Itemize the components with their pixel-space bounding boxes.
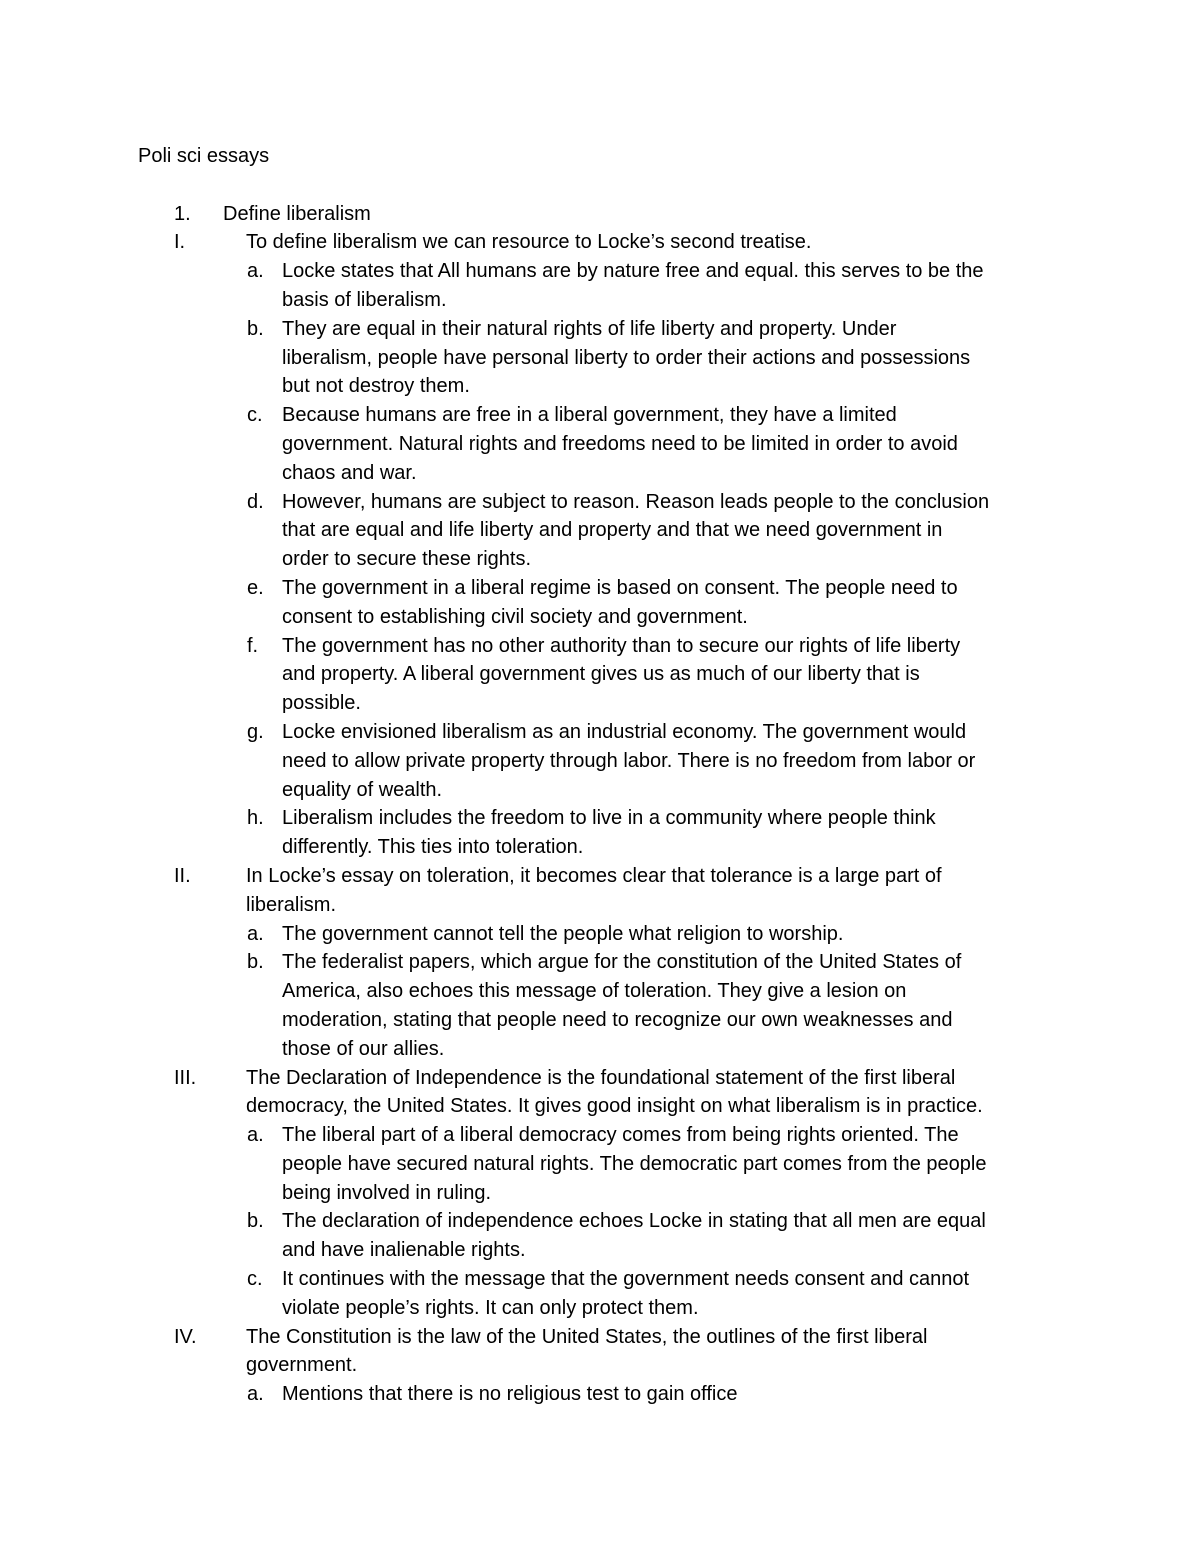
text-line: liberalism, people have personal liberty to order their actions and possessions [282, 346, 971, 369]
section-marker: III. [174, 1066, 197, 1089]
subitem-text [282, 315, 1058, 401]
text-line: differently. This ties into toleration. [282, 836, 584, 859]
text-line: In Locke’s essay on toleration, it becomes clear that tolerance is a large part of [246, 864, 942, 887]
text-line: However, humans are subject to reason. Reason leads people to the conclusion [282, 490, 990, 513]
section-text [246, 1323, 1058, 1381]
subitem-marker: c. [247, 1268, 263, 1291]
subitem-text [282, 948, 1058, 1063]
subitem-text [282, 920, 1058, 949]
subitem-marker: b. [247, 317, 264, 340]
text-line: The government in a liberal regime is based on consent. The people need to [282, 576, 958, 599]
text-line: being involved in ruling. [282, 1181, 492, 1204]
text-line: The federalist papers, which argue for the constitution of the United States of [282, 951, 962, 974]
outline-subitem [138, 804, 1058, 862]
subitem-text [282, 1265, 1058, 1323]
text-line: The Declaration of Independence is the foundational statement of the first liberal [246, 1066, 956, 1089]
text-line: equality of wealth. [282, 778, 443, 801]
subitem-marker: c. [247, 404, 263, 427]
outline-subitem [138, 1265, 1058, 1323]
outline-subitem [138, 401, 1058, 487]
outline-subitem [138, 257, 1058, 315]
text-line: moderation, stating that people need to recognize our own weaknesses and [282, 1008, 953, 1031]
section-marker: II. [174, 864, 191, 887]
section-text [246, 862, 1058, 920]
text-line: The liberal part of a liberal democracy comes from being rights oriented. The [282, 1124, 959, 1147]
outline-subitem [138, 632, 1058, 718]
subitem-text [282, 1207, 1058, 1265]
text-line: people have secured natural rights. The democratic part comes from the people [282, 1152, 987, 1175]
subitem-text [282, 574, 1058, 632]
subitem-text [282, 488, 1058, 574]
outline-subitem [138, 1380, 1058, 1409]
outline-subitem [138, 488, 1058, 574]
text-line: but not destroy them. [282, 375, 470, 398]
text-line: consent to establishing civil society and government. [282, 605, 748, 628]
outline-section [138, 862, 1058, 920]
outline-subitem [138, 1207, 1058, 1265]
outline-subitem [138, 948, 1058, 1063]
outline-subitem [138, 920, 1058, 949]
text-line: liberalism. [246, 893, 337, 916]
subitem-marker: h. [247, 807, 264, 830]
subitem-text [282, 804, 1058, 862]
outline-subitem [138, 718, 1058, 804]
subitem-text [282, 632, 1058, 718]
text-line: government. Natural rights and freedoms need to be limited in order to avoid [282, 432, 958, 455]
outline-section [138, 1064, 1058, 1122]
text-line: Locke envisioned liberalism as an industrial economy. The government would [282, 720, 967, 743]
text-line: The Constitution is the law of the United States, the outlines of the first liberal [246, 1325, 928, 1348]
text-line: It continues with the message that the government needs consent and cannot [282, 1268, 970, 1291]
outline-subitem [138, 315, 1058, 401]
subitem-marker: g. [247, 720, 264, 743]
text-line: They are equal in their natural rights of life liberty and property. Under [282, 317, 897, 340]
subitem-marker: b. [247, 951, 264, 974]
text-line: Locke states that All humans are by nature free and equal. this serves to be the [282, 260, 984, 283]
text-line: violate people’s rights. It can only protect them. [282, 1296, 699, 1319]
section-marker: I. [174, 231, 186, 254]
question-number: 1. [174, 202, 191, 225]
blank-line [138, 171, 1058, 200]
document-title: Poli sci essays [138, 145, 270, 167]
subitem-text [282, 1380, 1058, 1409]
subitem-marker: b. [247, 1210, 264, 1233]
document-body [138, 142, 1058, 1409]
section-text [246, 228, 1058, 257]
subitem-marker: a. [247, 1124, 264, 1147]
subitem-text [282, 401, 1058, 487]
outline [138, 228, 1058, 1409]
text-line: Liberalism includes the freedom to live in a community where people think [282, 807, 936, 830]
subitem-text [282, 1121, 1058, 1207]
text-line: America, also echoes this message of toleration. They give a lesion on [282, 980, 907, 1003]
section-text [246, 1064, 1058, 1122]
question-item [138, 200, 1058, 229]
text-line: The government has no other authority than to secure our rights of life liberty [282, 634, 961, 657]
text-line: To define liberalism we can resource to Locke’s second treatise. [246, 231, 812, 254]
text-line: The declaration of independence echoes Locke in stating that all men are equal [282, 1210, 986, 1233]
section-marker: IV. [174, 1325, 197, 1348]
text-line: order to secure these rights. [282, 548, 532, 571]
text-line: The government cannot tell the people what religion to worship. [282, 922, 844, 945]
subitem-text [282, 718, 1058, 804]
text-line: democracy, the United States. It gives good insight on what liberalism is in practice. [246, 1095, 983, 1118]
subitem-marker: e. [247, 576, 264, 599]
outline-subitem [138, 574, 1058, 632]
text-line: government. [246, 1354, 358, 1377]
text-line: basis of liberalism. [282, 288, 447, 311]
text-line: Because humans are free in a liberal government, they have a limited [282, 404, 897, 427]
text-line: need to allow private property through labor. There is no freedom from labor or [282, 749, 976, 772]
text-line: and have inalienable rights. [282, 1239, 526, 1262]
subitem-marker: f. [247, 634, 259, 657]
subitem-marker: d. [247, 490, 264, 513]
subitem-text [282, 257, 1058, 315]
text-line: that are equal and life liberty and property and that we need government in [282, 519, 943, 542]
text-line: Mentions that there is no religious test to gain office [282, 1383, 738, 1406]
subitem-marker: a. [247, 1383, 264, 1406]
text-line: possible. [282, 692, 361, 715]
outline-subitem [138, 1121, 1058, 1207]
text-line: chaos and war. [282, 461, 417, 484]
subitem-marker: a. [247, 260, 264, 283]
question-text: Define liberalism [223, 202, 371, 225]
text-line: those of our allies. [282, 1037, 445, 1060]
text-line: and property. A liberal government gives us as much of our liberty that is [282, 663, 920, 686]
outline-section [138, 1323, 1058, 1381]
subitem-marker: a. [247, 922, 264, 945]
outline-section [138, 228, 1058, 257]
